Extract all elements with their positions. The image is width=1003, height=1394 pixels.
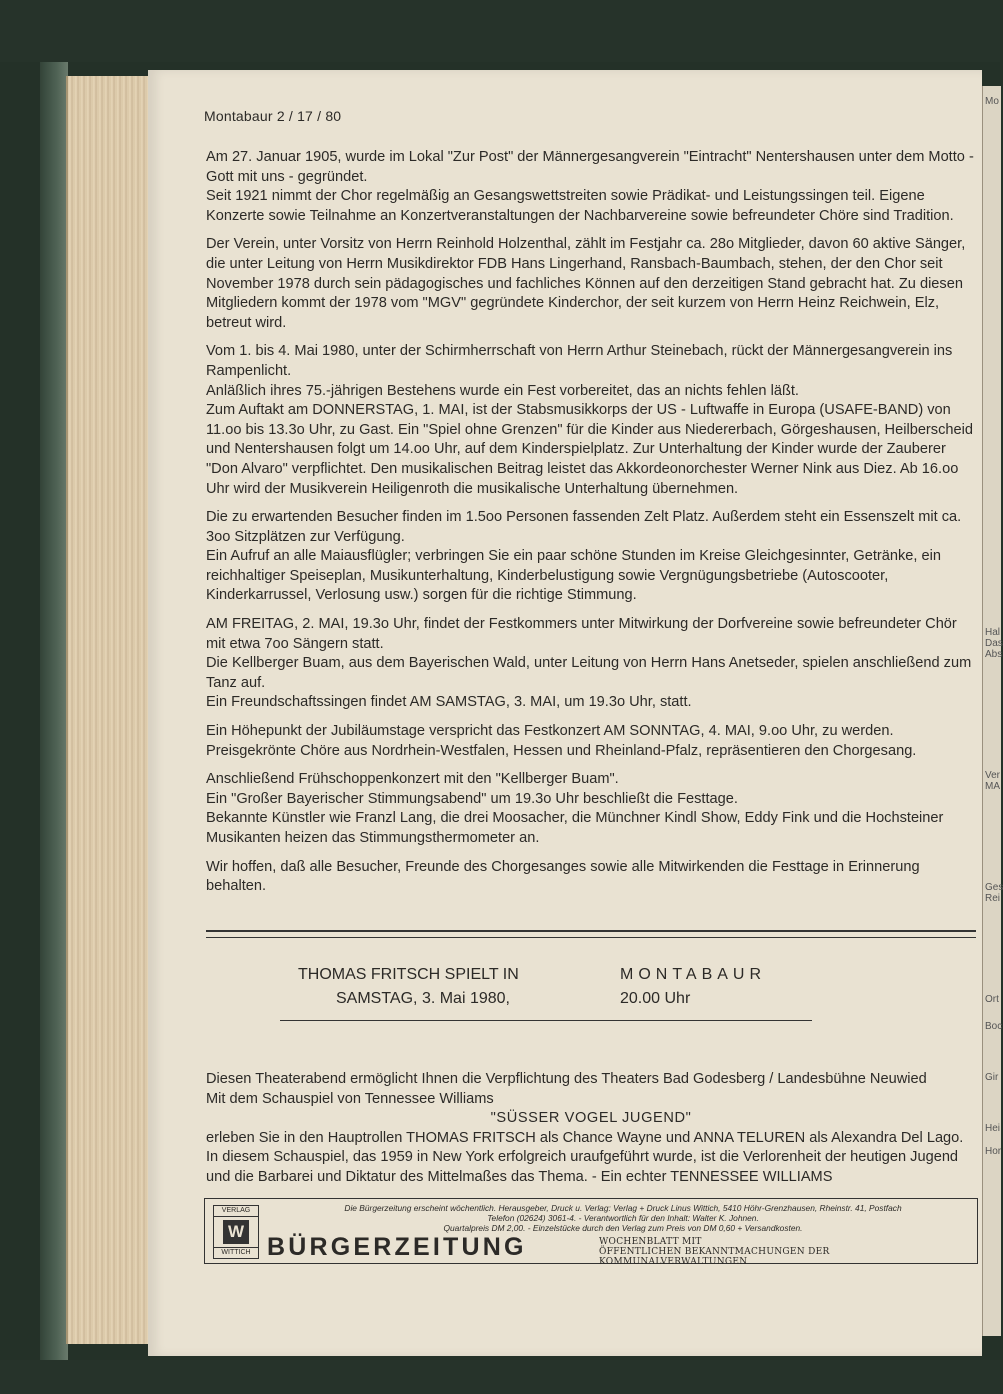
fragment: Hor [985,1146,1002,1157]
binder-top [0,0,1000,62]
page-reference: Montabaur 2 / 17 / 80 [204,108,342,124]
paragraph: Anschließend Frühschoppenkonzert mit den "Kellberger Buam". [206,771,619,788]
fragment: Boc [985,1021,1003,1032]
paragraph: Ein "Großer Bayerischer Stimmungsabend" um 19.3o Uhr beschließt die Festtage. [206,790,738,807]
show-underline [280,1020,812,1021]
imprint-line: Die Bürgerzeitung erscheint wöchentlich. Herausgeber, Druck u. Verlag: Verlag + Druck Linus Wittich, 5410 Höhr-Grenzhausen, Rheinstr. 41, Postfach [344,1203,902,1213]
publisher-footer [204,1198,978,1267]
fragment: Gir [985,1072,999,1083]
masthead: BÜRGERZEITUNG [267,1233,527,1261]
show-headline: THOMAS FRITSCH SPIELT IN [298,966,519,983]
fragment: Hei [985,1123,1001,1134]
section-divider [206,930,976,938]
paragraph: Am 27. Januar 1905, wurde im Lokal "Zur Post" der Männergesangverein "Eintracht" Nentershausen unter dem Motto - Gott mit uns - gegründet. [206,149,974,185]
play-title: "SÜSSER VOGEL JUGEND" [490,1110,692,1127]
fragment: Ver [985,770,1001,781]
fragment: Das [985,638,1003,649]
theater-line: erleben Sie in den Hauptrollen THOMAS FRITSCH als Chance Wayne und ANNA TELUREN als Alexandra Del Lago. [206,1129,964,1146]
show-time: 20.00 Uhr [620,990,691,1007]
paragraph: Vom 1. bis 4. Mai 1980, unter der Schirmherrschaft von Herrn Arthur Steinebach, rückt der Männergesangverein ins Rampenlicht. [206,343,953,379]
fragment: MA [985,781,1000,792]
imprint-line: Telefon (02624) 3061-4. - Verantwortlich für den Inhalt: Walter K. Johnen. [487,1213,759,1223]
document-page [148,70,982,1356]
imprint [273,1203,973,1233]
paragraph: Wir hoffen, daß alle Besucher, Freunde des Chorgesanges sowie alle Mitwirkenden die Festtage in Erinnerung behalten. [206,858,920,895]
masthead-sub-line: ÖFFENTLICHEN BEKANNTMACHUNGEN DER KOMMUNALVERWALTUNGEN [599,1247,830,1267]
publisher-logo [213,1205,259,1259]
masthead-subtitle [599,1237,977,1267]
paragraph: Die Kellberger Buam, aus dem Bayerischen Wald, unter Leitung von Herrn Hans Anetseder, spielen anschließend zum Tanz auf. [206,655,972,691]
fragment: Mo [985,96,999,107]
book-binding [40,62,68,1360]
masthead-sub-line: WOCHENBLATT MIT [599,1237,702,1247]
theater-line: In diesem Schauspiel, das 1959 in New York erfolgreich uraufgeführt wurde, ist die Verlorenheit der heutigen Jugend und die Barbarei und Diktatur des Mittelmaßes das Thema. - Ein echter TENNESSEE WILLIAMS [206,1149,959,1185]
theater-line: Mit dem Schauspiel von Tennessee Williams [206,1090,494,1107]
theater-text [206,1070,976,1188]
paragraph: Ein Aufruf an alle Maiausflügler; verbringen Sie ein paar schöne Stunden im Kreise Gleichgesinnter, Getränke, ein reichhaltiger Speiseplan, Musikunterhaltung, Kinderbelustigung sowie Vergnügungsbetriebe (Autoscooter, Kinderkarrussel, Verlosung usw.) sorgen für die richtige Stimmung. [206,548,941,604]
show-location: MONTABAUR [620,966,767,983]
adjacent-page-edge [982,86,1001,1336]
paragraph: Der Verein, unter Vorsitz von Herrn Reinhold Holzenthal, zählt im Festjahr ca. 28o Mitglieder, davon 60 aktive Sänger, die unter Leitung von Herrn Musikdirektor FDB Hans Lingerhand, Ransbach-Baumbach, stehen, der den Chor seit November 1978 durch sein pädagogisches und fachliches Können auf den derzeitigen Stand gebracht hat. Zu diesen Mitgliedern kommt der 1978 vom "MGV" gegründete Kinderchor, der seit kurzem von Herrn Heinz Reichwein, Elz, betreut wird. [206,236,966,331]
paragraph: Anläßlich ihres 75.-jährigen Bestehens wurde ein Fest vorbereitet, das an nichts fehlen läßt. [206,382,799,399]
logo-mark: W [223,1220,249,1244]
paragraph: Ein Höhepunkt der Jubiläumstage verspricht das Festkonzert AM SONNTAG, 4. MAI, 9.oo Uhr, zu werden. Preisgekrönte Chöre aus Nordrhein-Westfalen, Hessen und Rheinland-Pfalz, repräsentieren den Chorgesang. [206,723,917,759]
imprint-line: Quartalpreis DM 2,00. - Einzelstücke durch den Verlag zum Preis von DM 0,60 + Versandkosten. [443,1223,803,1233]
paragraph: Ein Freundschaftssingen findet AM SAMSTAG, 3. MAI, um 19.3o Uhr, statt. [206,694,692,711]
paragraph: Bekannte Künstler wie Franzl Lang, die drei Moosacher, die Münchner Kindl Show, Eddy Fink und die Hochsteiner Musikanten heizen das Stimmungsthermometer an. [206,810,944,846]
logo-bottom-text: WITTICH [214,1247,258,1258]
fragment: Ort [985,994,999,1005]
paragraph: Zum Auftakt am DONNERSTAG, 1. MAI, ist der Stabsmusikkorps der US - Luftwaffe in Europa (USAFE-BAND) von 11.oo bis 13.3o Uhr, zu Gast. Ein "Spiel ohne Grenzen" für die Kinder aus Niedererbach, Görgeshausen, Heilberscheid und Nentershausen folgt um 14.oo Uhr, auf dem Kinderspielplatz. Zur Unterhaltung der Kinder wurde der Zauberer "Don Alvaro" verpflichtet. Den musikalischen Beitrag leistet das Akkordeonorchester Werner Nink aus Diez. Ab 16.oo Uhr wird der Musikverein Heiligenroth die musikalische Unterhaltung übernehmen. [206,402,973,497]
theater-line: Diesen Theaterabend ermöglicht Ihnen die Verpflichtung des Theaters Bad Godesberg / Landesbühne Neuwied [206,1071,927,1087]
paragraph: AM FREITAG, 2. MAI, 19.3o Uhr, findet der Festkommers unter Mitwirkung der Dorfvereine sowie befreundeter Chör mit etwa 7oo Sängern statt. [206,616,957,652]
page-stack-edge [66,76,154,1344]
show-date: SAMSTAG, 3. Mai 1980, [336,990,510,1007]
fragment: Rei [985,893,1001,904]
fragment: Ges [985,882,1003,893]
binder-bottom [0,1360,1000,1394]
logo-top-text: VERLAG [214,1206,258,1217]
paragraph: Seit 1921 nimmt der Chor regelmäßig an Gesangswettstreiten sowie Prädikat- und Leistungssingen teil. Eigene Konzerte sowie Teilnahme an Konzertveranstaltungen der Nachbarvereine sowie befreundeter Chöre sind Tradition. [206,188,954,224]
show-announcement [206,966,976,1026]
fragment: Hal [985,627,1001,638]
fragment: Abs [985,649,1003,660]
paragraph: Die zu erwartenden Besucher finden im 1.5oo Personen fassenden Zelt Platz. Außerdem steht ein Essenszelt mit ca. 3oo Sitzplätzen zur Verfügung. [206,509,962,545]
article-body [206,148,976,906]
